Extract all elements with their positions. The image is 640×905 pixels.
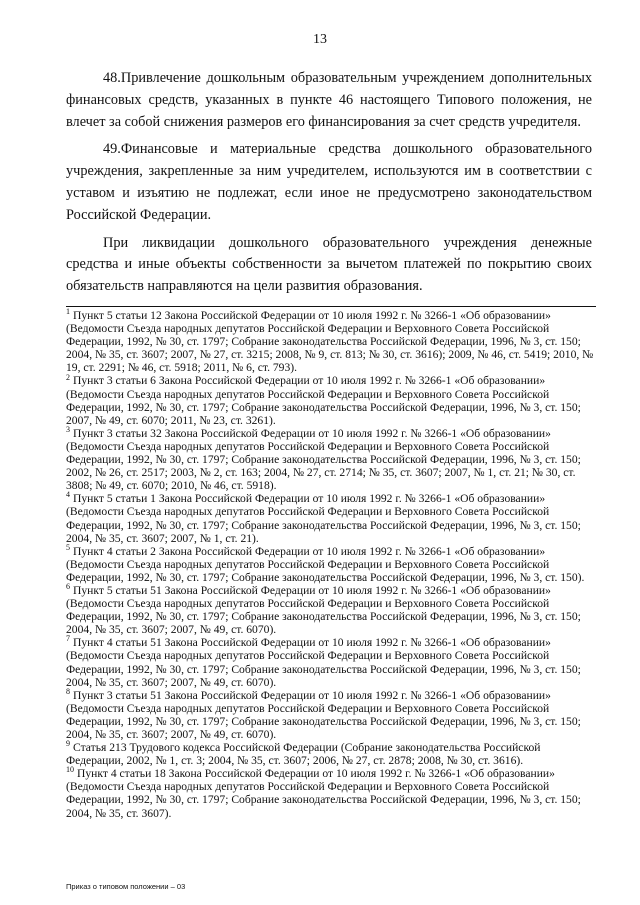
footnote (66, 309, 596, 374)
footnote (66, 767, 596, 819)
footnote-number: 8 (66, 686, 70, 696)
footnote-text: Пункт 5 статьи 51 Закона Российской Федерации от 10 июля 1992 г. № 3266-1 «Об образовании» (Ведомости Съезда народных депутатов Российской Федерации и Верховного Совета Российской Федерации, 1992, № 30, ст. 1797; Собрание законодательства Российской Федерации, 1996, № 3, ст. 150; 2004, № 35, ст. 3607; 2007, № 49, ст. 6070). (66, 583, 581, 637)
footnote-number: 5 (66, 542, 70, 552)
footnote-number: 1 (66, 307, 70, 317)
paragraph-49: 49.Финансовые и материальные средства дошкольного образовательного учреждения, закрепленные за ним учредителем, используются им в соответствии с уставом и изъятию не подлежат, если иное не предусмотрено законодательством Российской Федерации. (66, 141, 592, 223)
footnote-number: 10 (66, 765, 74, 775)
footnote-text: Статья 213 Трудового кодекса Российской Федерации (Собрание законодательства Российской Федерации, 2002, № 1, ст. 3; 2004, № 35, ст. 3607; 2006, № 27, ст. 2878; 2008, № 30, ст. 3616). (66, 741, 541, 768)
footnote-number: 6 (66, 582, 70, 592)
footnote (66, 374, 596, 426)
footnote-number: 3 (66, 424, 70, 434)
footnote (66, 584, 596, 636)
footnote-number: 4 (66, 490, 70, 500)
footnote-text: Пункт 3 статьи 51 Закона Российской Федерации от 10 июля 1992 г. № 3266-1 «Об образовании» (Ведомости Съезда народных депутатов Российской Федерации и Верховного Совета Российской Федерации, 1992, № 30, ст. 1797; Собрание законодательства Российской Федерации, 1996, № 3, ст. 150; 2004, № 35, ст. 3607; 2007, № 49, ст. 6070). (66, 688, 581, 741)
footnote-text: Пункт 4 статьи 18 Закона Российской Федерации от 10 июля 1992 г. № 3266-1 «Об образовании» (Ведомости Съезда народных депутатов Российской Федерации и Верховного Совета Российской Федерации, 1992, № 30, ст. 1797; Собрание законодательства Российской Федерации, 1996, № 3, ст. 150; 2004, № 35, ст. 3607). (66, 767, 581, 820)
paragraph-48: 48.Привлечение дошкольным образовательным учреждением дополнительных финансовых средств, указанных в пункте 46 настоящего Типового положения, не влечет за собой снижения размеров его финансирования за счет средств учредителя. (66, 70, 592, 130)
footnote (66, 542, 596, 584)
footnotes (66, 306, 596, 820)
footnote-text: Пункт 4 статьи 51 Закона Российской Федерации от 10 июля 1992 г. № 3266-1 «Об образовании» (Ведомости Съезда народных депутатов Российской Федерации и Верховного Совета Российской Федерации, 1992, № 30, ст. 1797; Собрание законодательства Российской Федерации, 1996, № 3, ст. 150; 2004, № 35, ст. 3607; 2007, № 49, ст. 6070). (66, 636, 581, 689)
footnote (66, 686, 596, 741)
footnote-text: Пункт 5 статьи 12 Закона Российской Федерации от 10 июля 1992 г. № 3266-1 «Об образовании» (Ведомости Съезда народных депутатов Российской Федерации и Верховного Совета Российской Федерации, 1992, № 30, ст. 1797; Собрание законодательства Российской Федерации, 1996, № 3, ст. 150; 2004, № 35, ст. 3607; 2007, № 27, ст. 3215; 2008, № 9, ст. 813; № 30, ст. 3616); 2009, № 46, ст. 5419; 2010, № 19, ст. 2291; № 46, ст. 5918; 2011, № 6, ст. 793). (66, 309, 594, 375)
paragraph-liquidation: При ликвидации дошкольного образовательного учреждения денежные средства и иные объекты собственности за вычетом платежей по покрытию своих обязательств направляются на цели развития образования. (66, 234, 592, 295)
footnote-text: Пункт 4 статьи 2 Закона Российской Федерации от 10 июля 1992 г. № 3266-1 «Об образовании» (Ведомости Съезда народных депутатов Российской Федерации и Верховного Совета Российской Федерации, 1992, № 30, ст. 1797; Собрание законодательства Российской Федерации, 1996, № 3, ст. 150). (66, 544, 585, 584)
footnote-text: Пункт 3 статьи 32 Закона Российской Федерации от 10 июля 1992 г. № 3266-1 «Об образовании» (Ведомости Съезда народных депутатов Российской Федерации и Верховного Совета Российской Федерации, 1992, № 30, ст. 1797; Собрание законодательства Российской Федерации, 1996, № 3, ст. 150; 2002, № 26, ст. 2517; 2003, № 2, ст. 163; 2004, № 27, ст. 2714; № 35, ст. 3607; 2007, № 1, ст. 21; № 30, ст. 3808; № 49, ст. 6070; 2010, № 46, ст. 5918). (66, 426, 581, 493)
footnote-number: 2 (66, 372, 70, 382)
footnote (66, 741, 596, 767)
footer-text: Приказ о типовом положении – 03 (66, 882, 186, 891)
footnote-text: Пункт 5 статьи 1 Закона Российской Федерации от 10 июля 1992 г. № 3266-1 «Об образовании» (Ведомости Съезда народных депутатов Российской Федерации и Верховного Совета Российской Федерации, 1992, № 30, ст. 1797; Собрание законодательства Российской Федерации, 1996, № 3, ст. 150; 2004, № 35, ст. 3607; 2007, № 1, ст. 21). (66, 492, 581, 545)
footnote-number: 9 (66, 739, 70, 749)
footnote (66, 492, 596, 544)
footnote (66, 424, 596, 493)
page-number: 13 (313, 32, 327, 47)
footnote (66, 636, 596, 688)
footnote-number: 7 (66, 634, 70, 644)
body-text (66, 68, 592, 304)
footnote-text: Пункт 3 статьи 6 Закона Российской Федерации от 10 июля 1992 г. № 3266-1 «Об образовании» (Ведомости Съезда народных депутатов Российской Федерации и Верховного Совета Российской Федерации, 1992, № 30, ст. 1797; Собрание законодательства Российской Федерации, 1996, № 3, ст. 150; 2007, № 49, ст. 6070; 2011, № 23, ст. 3261). (66, 374, 581, 427)
